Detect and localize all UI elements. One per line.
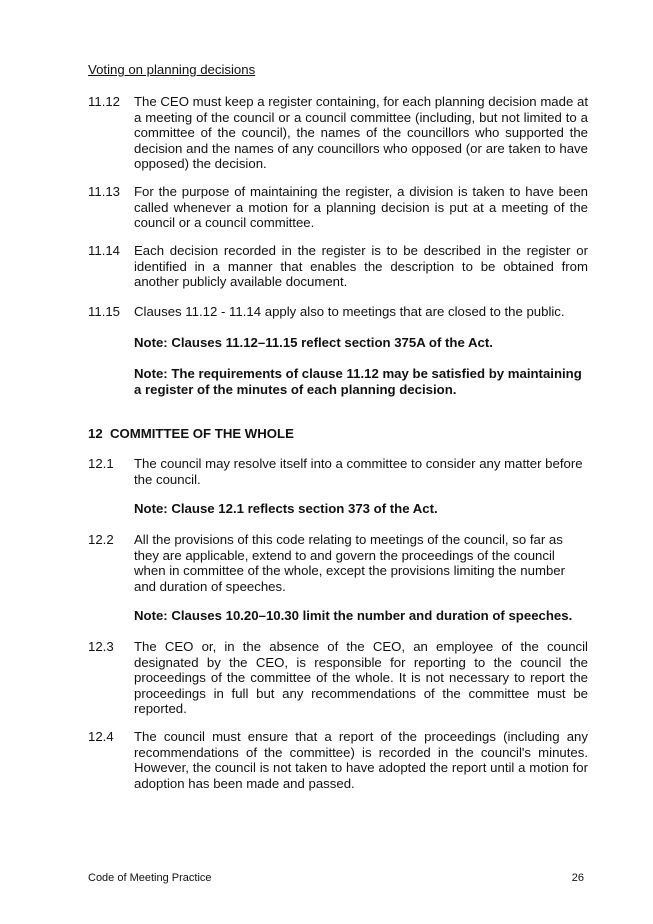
clause-text: Each decision recorded in the register is to be described in the register or identified in a manner that enables the description to be obtained from another publicly available document.	[134, 243, 588, 290]
clause-text: The council must ensure that a report of the proceedings (including any recommendations of the committee) is recorded in the council's minutes. However, the council is not taken to have adopted the report until a motion for adoption has been made and passed.	[134, 729, 588, 791]
clause-number: 11.15	[88, 304, 121, 319]
clause-text: The CEO or, in the absence of the CEO, an employee of the council designated by the CEO, is responsible for reporting to the council the proceedings of the committee of the whole. It is not necessary to report the proceedings in full but any recommendations of the committee must be reported.	[134, 639, 588, 717]
clause-12-3	[88, 639, 588, 717]
clause-text: All the provisions of this code relating to meetings of the council, so far as they are applicable, extend to and govern the proceedings of the council when in committee of the whole, except the provisions limiting the number and duration of speeches.	[134, 532, 566, 594]
clause-11-13	[88, 184, 588, 231]
clause-number: 11.13	[88, 184, 121, 199]
clause-11-14	[88, 243, 588, 290]
clause-12-1	[88, 456, 588, 487]
section-number: 12	[88, 426, 103, 441]
clause-text: The CEO must keep a register containing, for each planning decision made at a meeting of the council or a council committee (including, but not limited to a committee of the council), the names of the councillors who supported the decision and the names of any councillors who opposed (or are taken to have opposed) the decision.	[134, 94, 588, 172]
clause-text: For the purpose of maintaining the register, a division is taken to have been called whenever a motion for a planning decision is put at a meeting of the council or a council committee.	[134, 184, 588, 231]
clause-number: 12.2	[88, 532, 114, 547]
subheading: Voting on planning decisions	[88, 62, 256, 77]
clause-number: 12.1	[88, 456, 114, 471]
note-register: Note: The requirements of clause 11.12 may be satisfied by maintaining a register of the minutes of each planning decision.	[134, 366, 582, 397]
section-title: COMMITTEE OF THE WHOLE	[110, 426, 294, 441]
clause-11-12	[88, 94, 588, 172]
clause-number: 11.14	[88, 243, 121, 258]
clause-number: 11.12	[88, 94, 121, 109]
footer-title: Code of Meeting Practice	[88, 872, 212, 884]
clause-text: The council may resolve itself into a committee to consider any matter before the council.	[134, 456, 583, 487]
clause-number: 12.4	[88, 729, 114, 744]
clause-12-4	[88, 729, 588, 791]
note-11-15: Note: Clauses 11.12–11.15 reflect section 375A of the Act.	[134, 335, 493, 350]
section-heading	[88, 426, 294, 442]
clause-number: 12.3	[88, 639, 114, 654]
note-speeches: Note: Clauses 10.20–10.30 limit the number and duration of speeches.	[134, 608, 573, 623]
clause-12-2	[88, 532, 588, 594]
clause-11-15	[88, 304, 588, 320]
note-12-1: Note: Clause 12.1 reflects section 373 of the Act.	[134, 501, 438, 516]
page-number: 26	[571, 872, 584, 884]
clause-text: Clauses 11.12 - 11.14 apply also to meetings that are closed to the public.	[134, 304, 565, 319]
